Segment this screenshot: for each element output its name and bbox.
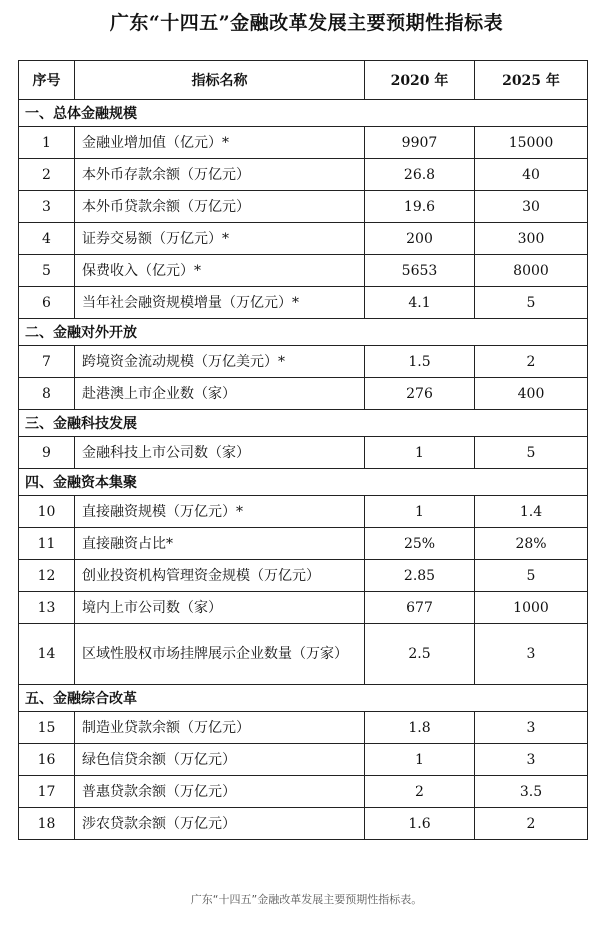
row-2025: 3.5 [475, 776, 588, 808]
row-2020: 1 [365, 496, 475, 528]
row-name: 普惠贷款余额（万亿元） [75, 776, 365, 808]
row-2020: 5653 [365, 255, 475, 287]
row-no: 9 [19, 437, 75, 469]
row-name: 本外币存款余额（万亿元） [75, 159, 365, 191]
table-row [19, 378, 588, 410]
section-row [19, 685, 588, 712]
row-name: 当年社会融资规模增量（万亿元）* [75, 287, 365, 319]
table-row [19, 437, 588, 469]
row-name: 绿色信贷余额（万亿元） [75, 744, 365, 776]
row-2025: 400 [475, 378, 588, 410]
row-name: 赴港澳上市企业数（家） [75, 378, 365, 410]
row-no: 11 [19, 528, 75, 560]
table-row [19, 776, 588, 808]
section-row [19, 469, 588, 496]
header-name: 指标名称 [75, 61, 365, 100]
row-no: 14 [19, 624, 75, 685]
row-2020: 26.8 [365, 159, 475, 191]
table-row [19, 346, 588, 378]
table-row [19, 496, 588, 528]
row-no: 10 [19, 496, 75, 528]
row-2020: 2.5 [365, 624, 475, 685]
row-2025: 40 [475, 159, 588, 191]
row-2020: 2 [365, 776, 475, 808]
row-no: 17 [19, 776, 75, 808]
row-2020: 1 [365, 744, 475, 776]
row-2025: 8000 [475, 255, 588, 287]
table-row [19, 624, 588, 685]
header-2025: 2025 年 [475, 61, 588, 100]
row-2025: 300 [475, 223, 588, 255]
row-no: 13 [19, 592, 75, 624]
row-2020: 1.8 [365, 712, 475, 744]
row-2025: 15000 [475, 127, 588, 159]
row-2025: 3 [475, 624, 588, 685]
row-name: 直接融资占比* [75, 528, 365, 560]
section-row [19, 319, 588, 346]
table-row [19, 159, 588, 191]
row-name: 创业投资机构管理资金规模（万亿元） [75, 560, 365, 592]
row-2020: 1.5 [365, 346, 475, 378]
table-row [19, 808, 588, 840]
row-no: 4 [19, 223, 75, 255]
table-row [19, 528, 588, 560]
row-2025: 5 [475, 287, 588, 319]
row-no: 2 [19, 159, 75, 191]
section-row [19, 410, 588, 437]
table-row [19, 744, 588, 776]
row-no: 18 [19, 808, 75, 840]
row-name: 证券交易额（万亿元）* [75, 223, 365, 255]
section-row [19, 100, 588, 127]
row-2025: 5 [475, 437, 588, 469]
row-no: 6 [19, 287, 75, 319]
row-name: 制造业贷款余额（万亿元） [75, 712, 365, 744]
row-2025: 2 [475, 808, 588, 840]
table-row [19, 191, 588, 223]
table-row [19, 255, 588, 287]
row-2020: 1 [365, 437, 475, 469]
section-title: 四、金融资本集聚 [19, 469, 588, 496]
table-row [19, 712, 588, 744]
row-no: 15 [19, 712, 75, 744]
row-2025: 1.4 [475, 496, 588, 528]
section-title: 五、金融综合改革 [19, 685, 588, 712]
row-2025: 1000 [475, 592, 588, 624]
row-2020: 2.85 [365, 560, 475, 592]
row-2025: 3 [475, 712, 588, 744]
row-name: 本外币贷款余额（万亿元） [75, 191, 365, 223]
row-name: 境内上市公司数（家） [75, 592, 365, 624]
row-name: 金融业增加值（亿元）* [75, 127, 365, 159]
row-no: 8 [19, 378, 75, 410]
row-no: 7 [19, 346, 75, 378]
table-row [19, 287, 588, 319]
row-2025: 5 [475, 560, 588, 592]
header-2020: 2020 年 [365, 61, 475, 100]
row-2020: 19.6 [365, 191, 475, 223]
header-no: 序号 [19, 61, 75, 100]
row-name: 直接融资规模（万亿元）* [75, 496, 365, 528]
image-caption: 广东“十四五”金融改革发展主要预期性指标表。 [190, 893, 423, 906]
row-2025: 3 [475, 744, 588, 776]
row-2020: 1.6 [365, 808, 475, 840]
row-no: 16 [19, 744, 75, 776]
section-title: 一、总体金融规模 [19, 100, 588, 127]
row-no: 5 [19, 255, 75, 287]
table-row [19, 223, 588, 255]
row-2020: 9907 [365, 127, 475, 159]
row-2020: 677 [365, 592, 475, 624]
row-2020: 25% [365, 528, 475, 560]
row-name: 区域性股权市场挂牌展示企业数量（万家） [75, 624, 365, 685]
row-no: 3 [19, 191, 75, 223]
row-name: 金融科技上市公司数（家） [75, 437, 365, 469]
section-title: 三、金融科技发展 [19, 410, 588, 437]
row-2025: 28% [475, 528, 588, 560]
row-2025: 2 [475, 346, 588, 378]
table-row [19, 560, 588, 592]
section-title: 二、金融对外开放 [19, 319, 588, 346]
row-2020: 4.1 [365, 287, 475, 319]
row-name: 涉农贷款余额（万亿元） [75, 808, 365, 840]
row-no: 12 [19, 560, 75, 592]
row-name: 跨境资金流动规模（万亿美元）* [75, 346, 365, 378]
indicator-table [18, 60, 588, 840]
table-row [19, 592, 588, 624]
table-row [19, 127, 588, 159]
row-2025: 30 [475, 191, 588, 223]
row-2020: 276 [365, 378, 475, 410]
row-name: 保费收入（亿元）* [75, 255, 365, 287]
row-2020: 200 [365, 223, 475, 255]
table-header-row [19, 61, 588, 100]
page-title: 广东“十四五”金融改革发展主要预期性指标表 [109, 12, 504, 34]
row-no: 1 [19, 127, 75, 159]
